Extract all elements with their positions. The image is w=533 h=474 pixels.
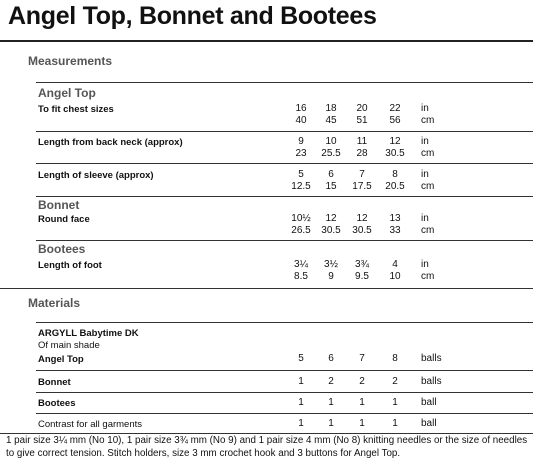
size-value: 30.5 xyxy=(321,225,341,236)
ball-count: 1 xyxy=(298,376,304,387)
size-value: 3¼ xyxy=(294,259,308,270)
divider xyxy=(36,240,533,241)
divider xyxy=(36,82,533,83)
row-label: Length from back neck (approx) xyxy=(38,137,183,148)
unit-label: in xyxy=(421,169,429,180)
size-value: 3½ xyxy=(324,259,338,270)
size-value: 12 xyxy=(389,136,401,147)
size-value: 51 xyxy=(356,115,368,126)
ball-count: 1 xyxy=(328,397,334,408)
row-label: To fit chest sizes xyxy=(38,104,114,115)
ball-count: 1 xyxy=(298,397,304,408)
divider xyxy=(36,163,533,164)
size-value: 8.5 xyxy=(294,271,308,282)
yarn-name: ARGYLL Babytime DK xyxy=(38,328,139,339)
materials-footnote: 1 pair size 3¼ mm (No 10), 1 pair size 3¾ mm (No 9) and 1 pair size 4 mm (No 8) knitting needles or the size of needles to give correct tension. Stitch holders, size 3 mm crochet hook and 3 buttons for Angel Top. xyxy=(6,435,528,459)
ball-count: 1 xyxy=(328,418,334,429)
ball-count: 2 xyxy=(359,376,365,387)
size-value: 20.5 xyxy=(385,181,405,192)
size-value: 33 xyxy=(389,225,401,236)
size-value: 9.5 xyxy=(355,271,369,282)
page-title: Angel Top, Bonnet and Bootees xyxy=(8,2,377,30)
ball-count: 2 xyxy=(328,376,334,387)
size-value: 23 xyxy=(295,148,307,159)
ball-count: 2 xyxy=(392,376,398,387)
size-value: 4 xyxy=(392,259,398,270)
unit-label: in xyxy=(421,103,429,114)
size-value: 30.5 xyxy=(385,148,405,159)
size-value: 12 xyxy=(356,213,368,224)
size-value: 22 xyxy=(389,103,401,114)
unit-label: in xyxy=(421,136,429,147)
size-value: 28 xyxy=(356,148,368,159)
size-value: 9 xyxy=(298,136,304,147)
unit-label: ball xyxy=(421,418,437,429)
material-label: Bootees xyxy=(38,398,76,409)
unit-label: cm xyxy=(421,148,435,159)
ball-count: 1 xyxy=(359,418,365,429)
divider xyxy=(36,370,533,371)
ball-count: 7 xyxy=(359,353,365,364)
ball-count: 1 xyxy=(392,397,398,408)
size-value: 56 xyxy=(389,115,401,126)
measurements-heading: Measurements xyxy=(28,54,113,68)
row-label: Length of sleeve (approx) xyxy=(38,170,154,181)
unit-label: in xyxy=(421,213,429,224)
unit-label: ball xyxy=(421,397,437,408)
ball-count: 1 xyxy=(392,418,398,429)
size-value: 15 xyxy=(325,181,337,192)
divider xyxy=(0,288,533,289)
size-value: 12.5 xyxy=(291,181,311,192)
size-value: 30.5 xyxy=(352,225,372,236)
ball-count: 1 xyxy=(359,397,365,408)
size-value: 5 xyxy=(298,169,304,180)
size-value: 40 xyxy=(295,115,307,126)
size-value: 10 xyxy=(325,136,337,147)
bootees-heading: Bootees xyxy=(38,242,86,256)
divider xyxy=(36,196,533,197)
size-value: 20 xyxy=(356,103,368,114)
material-label: Angel Top xyxy=(38,354,84,365)
unit-label: cm xyxy=(421,271,435,282)
size-value: 25.5 xyxy=(321,148,341,159)
unit-label: in xyxy=(421,259,429,270)
row-label: Length of foot xyxy=(38,260,102,271)
unit-label: balls xyxy=(421,376,442,387)
divider xyxy=(36,392,533,393)
size-value: 10½ xyxy=(291,213,311,224)
material-label: Bonnet xyxy=(38,377,71,388)
divider xyxy=(36,131,533,132)
ball-count: 5 xyxy=(298,353,304,364)
bonnet-heading: Bonnet xyxy=(38,198,80,212)
size-value: 13 xyxy=(389,213,401,224)
row-label: Round face xyxy=(38,214,90,225)
unit-label: cm xyxy=(421,115,435,126)
material-label: Contrast for all garments xyxy=(38,419,143,430)
unit-label: cm xyxy=(421,225,435,236)
ball-count: 6 xyxy=(328,353,334,364)
divider xyxy=(0,433,533,434)
size-value: 8 xyxy=(392,169,398,180)
size-value: 18 xyxy=(325,103,337,114)
yarn-sub: Of main shade xyxy=(38,340,100,351)
size-value: 7 xyxy=(359,169,365,180)
size-value: 3¾ xyxy=(355,259,369,270)
angel-top-heading: Angel Top xyxy=(38,86,96,100)
title-rule xyxy=(0,40,533,42)
size-value: 9 xyxy=(328,271,334,282)
materials-heading: Materials xyxy=(28,296,81,310)
size-value: 26.5 xyxy=(291,225,311,236)
size-value: 16 xyxy=(295,103,307,114)
size-value: 12 xyxy=(325,213,337,224)
size-value: 6 xyxy=(328,169,334,180)
size-value: 11 xyxy=(356,136,368,147)
divider xyxy=(36,413,533,414)
size-value: 10 xyxy=(389,271,401,282)
ball-count: 1 xyxy=(298,418,304,429)
size-value: 45 xyxy=(325,115,337,126)
unit-label: cm xyxy=(421,181,435,192)
ball-count: 8 xyxy=(392,353,398,364)
size-value: 17.5 xyxy=(352,181,372,192)
unit-label: balls xyxy=(421,353,442,364)
divider xyxy=(36,322,533,323)
